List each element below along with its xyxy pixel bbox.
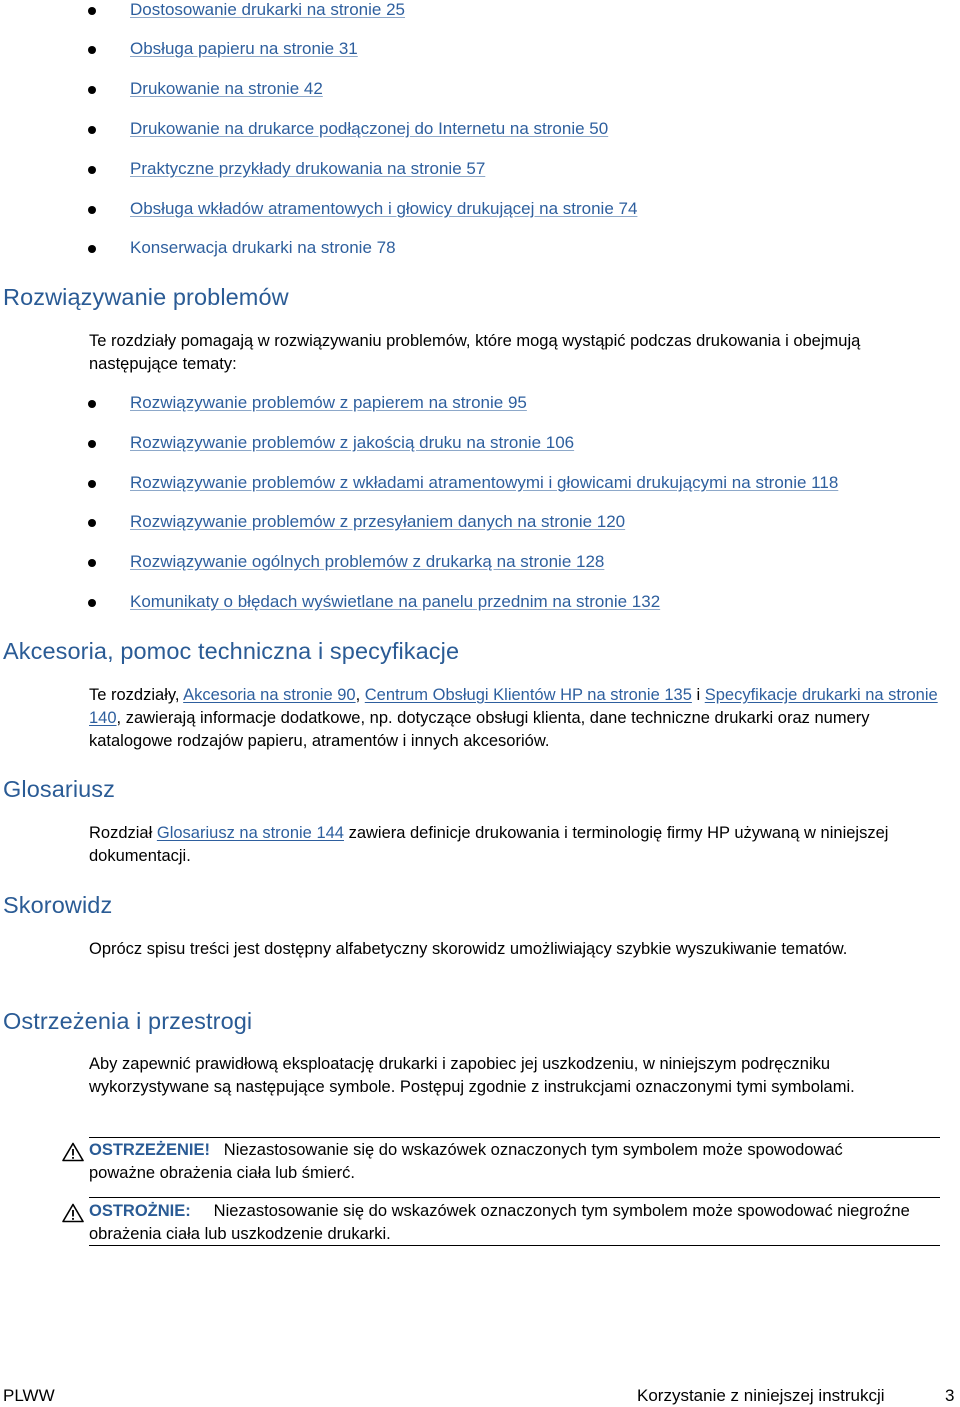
- bullet-icon: [88, 126, 96, 134]
- toc-link[interactable]: Rozwiązywanie ogólnych problemów z drukarką na stronie 128: [130, 552, 605, 571]
- warning-triangle-icon: [62, 1142, 84, 1162]
- bullet-icon: [88, 400, 96, 408]
- bullet-icon: [88, 7, 96, 15]
- toc-link[interactable]: Komunikaty o błędach wyświetlane na panelu przednim na stronie 132: [130, 592, 661, 611]
- accessories-paragraph: Te rozdziały, Akcesoria na stronie 90, Centrum Obsługi Klientów HP na stronie 135 i Specyfikacje drukarki na stronie 140, zawierają informacje dodatkowe, np. dotyczące obsługi klienta, dane techniczne drukarki oraz numery katalogowe rodzajów papieru, atramentów i innych akcesoriów.: [89, 686, 938, 750]
- section-heading-index: Skorowidz: [3, 892, 113, 918]
- toc-link[interactable]: Konserwacja drukarki na stronie 78: [130, 238, 396, 257]
- specifications-link[interactable]: Specyfikacje drukarki na stronie 140: [89, 686, 938, 727]
- bullet-icon: [88, 559, 96, 567]
- toc-link[interactable]: Obsługa papieru na stronie 31: [130, 39, 358, 58]
- section-heading-accessories: Akcesoria, pomoc techniczna i specyfikacje: [3, 638, 460, 664]
- caution-label: OSTROŻNIE:: [89, 1202, 191, 1220]
- caution-top-rule: [89, 1197, 940, 1198]
- footer-left: PLWW: [3, 1386, 55, 1405]
- section-heading-warnings: Ostrzeżenia i przestrogi: [3, 1008, 253, 1034]
- toc-link[interactable]: Rozwiązywanie problemów z wkładami atramentowymi i głowicami drukującymi na stronie 118: [130, 473, 839, 492]
- caution-text: Niezastosowanie się do wskazówek oznaczonych tym symbolem może spowodować niegroźne obrażenia ciała lub uszkodzenie drukarki.: [89, 1202, 910, 1243]
- warnings-intro: Aby zapewnić prawidłową eksploatację drukarki i zapobiec jej uszkodzeniu, w niniejszym podręczniku wykorzystywane są następujące symbole. Postępuj zgodnie z instrukcjami oznaczonymi tymi symbolami.: [89, 1055, 855, 1096]
- bullet-icon: [88, 86, 96, 94]
- footer-right: Korzystanie z niniejszej instrukcji: [637, 1386, 885, 1405]
- toc-link[interactable]: Praktyczne przykłady drukowania na stronie 57: [130, 159, 486, 178]
- warning-text: Niezastosowanie się do wskazówek oznaczonych tym symbolem może spowodować poważne obrażenia ciała lub śmierć.: [89, 1141, 843, 1182]
- customer-care-link[interactable]: Centrum Obsługi Klientów HP na stronie 135: [364, 686, 692, 704]
- toc-link[interactable]: Rozwiązywanie problemów z papierem na stronie 95: [130, 393, 527, 412]
- bullet-icon: [88, 440, 96, 448]
- section-heading-troubleshooting: Rozwiązywanie problemów: [3, 284, 289, 310]
- accessories-link[interactable]: Akcesoria na stronie 90: [183, 686, 356, 704]
- toc-link[interactable]: Drukowanie na drukarce podłączonej do Internetu na stronie 50: [130, 119, 609, 138]
- toc-link[interactable]: Obsługa wkładów atramentowych i głowicy drukującej na stronie 74: [130, 199, 638, 218]
- bullet-icon: [88, 46, 96, 54]
- section-heading-glossary: Glosariusz: [3, 776, 116, 802]
- bullet-icon: [88, 519, 96, 527]
- toc-link[interactable]: Drukowanie na stronie 42: [130, 79, 323, 98]
- caution-bottom-rule: [89, 1245, 940, 1246]
- warning-note: [89, 1139, 859, 1185]
- bullet-icon: [88, 480, 96, 488]
- warning-label: OSTRZEŻENIE!: [89, 1141, 211, 1159]
- caution-note: [89, 1200, 944, 1246]
- page-number: 3: [945, 1386, 955, 1405]
- troubleshooting-intro: Te rozdziały pomagają w rozwiązywaniu problemów, które mogą wystąpić podczas drukowania i obejmują następujące tematy:: [89, 332, 861, 373]
- caution-triangle-icon: [62, 1203, 84, 1223]
- glossary-link[interactable]: Glosariusz na stronie 144: [156, 824, 344, 842]
- bullet-icon: [88, 245, 96, 253]
- bullet-icon: [88, 206, 96, 214]
- warning-top-rule: [89, 1137, 940, 1138]
- glossary-paragraph: Rozdział Glosariusz na stronie 144 zawiera definicje drukowania i terminologię firmy HP używaną w niniejszej dokumentacji.: [89, 824, 889, 865]
- bullet-icon: [88, 599, 96, 607]
- index-paragraph: Oprócz spisu treści jest dostępny alfabetyczny skorowidz umożliwiający szybkie wyszukiwanie tematów.: [89, 940, 848, 958]
- toc-link[interactable]: Dostosowanie drukarki na stronie 25: [130, 0, 405, 19]
- bullet-icon: [88, 166, 96, 174]
- toc-link[interactable]: Rozwiązywanie problemów z jakością druku na stronie 106: [130, 433, 575, 452]
- toc-link[interactable]: Rozwiązywanie problemów z przesyłaniem danych na stronie 120: [130, 512, 626, 531]
